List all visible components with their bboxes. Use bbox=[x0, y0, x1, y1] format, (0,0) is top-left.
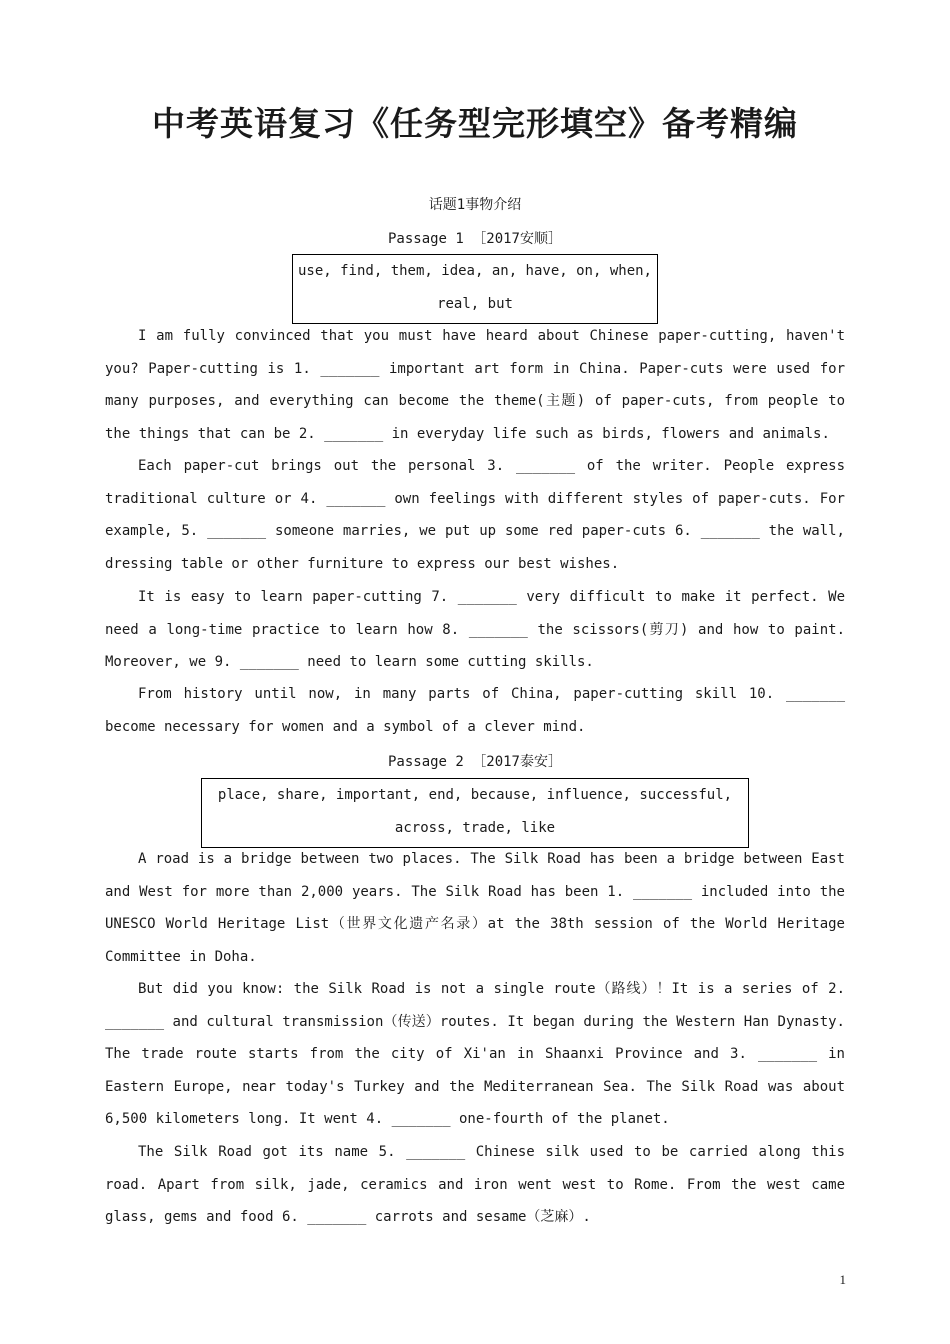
passage1-paragraph: Each paper-cut brings out the personal 3. _______ of the writer. People express traditional culture or 4. _______ own feelings with different styles of paper-cuts. For example, 5. _______ someone marries, we put up some red paper-cuts 6. _______ the wall, dressing table or other furniture to express our best wishes. bbox=[105, 458, 845, 572]
passage1-word-bank bbox=[292, 254, 658, 324]
passage1-paragraph: I am fully convinced that you must have heard about Chinese paper-cutting, haven't you? Paper-cutting is 1. _______ important art form in China. Paper-cuts were used for many purposes, and everything can become the theme(主题) of paper-cuts, from people to the things that can be 2. _______ in everyday life such as birds, flowers and animals. bbox=[105, 328, 845, 442]
passage2-paragraph: A road is a bridge between two places. The Silk Road has been a bridge between East and West for more than 2,000 years. The Silk Road has been 1. _______ included into the UNESCO World Heritage List（世界文化遗产名录）at the 38th session of the World Heritage Committee in Doha. bbox=[105, 851, 845, 965]
word-bank-line: place, share, important, end, because, influence, successful, bbox=[217, 787, 733, 803]
word-bank-line: across, trade, like bbox=[394, 819, 556, 836]
passage2-word-bank bbox=[201, 778, 749, 848]
topic-heading: 话题1事物介绍 bbox=[428, 197, 522, 213]
word-bank-line: real, but bbox=[437, 295, 513, 312]
passage2-paragraph: The Silk Road got its name 5. _______ Chinese silk used to be carried along this road. Apart from silk, jade, ceramics and iron went west to Rome. From the west came glass, gems and food 6. _______ carrots and sesame（芝麻）. bbox=[105, 1144, 845, 1226]
passage1-heading: Passage 1 ［2017安顺］ bbox=[387, 231, 562, 247]
passage1-paragraph: From history until now, in many parts of China, paper-cutting skill 10. _______ become necessary for women and a symbol of a clever mind. bbox=[105, 686, 845, 735]
word-bank-line: use, find, them, idea, an, have, on, when, bbox=[297, 263, 652, 279]
passage2-heading: Passage 2 ［2017泰安］ bbox=[387, 754, 562, 770]
page-number: 1 bbox=[839, 1272, 846, 1287]
passage1-paragraph: It is easy to learn paper-cutting 7. _______ very difficult to make it perfect. We need a long-time practice to learn how 8. _______ the scissors(剪刀) and how to paint. Moreover, we 9. _______ need to learn some cutting skills. bbox=[105, 589, 845, 671]
document-title: 中考英语复习《任务型完形填空》备考精编 bbox=[152, 104, 798, 143]
passage2-paragraph: But did you know: the Silk Road is not a single route（路线）！It is a series of 2. _______ and cultural transmission（传送）routes. It began during the Western Han Dynasty. The trade route starts from the city of Xi'an in Shaanxi Province and 3. _______ in Eastern Europe, near today's Turkey and the Mediterranean Sea. The Silk Road was about 6,500 kilometers long. It went 4. _______ one-fourth of the planet. bbox=[105, 981, 845, 1128]
